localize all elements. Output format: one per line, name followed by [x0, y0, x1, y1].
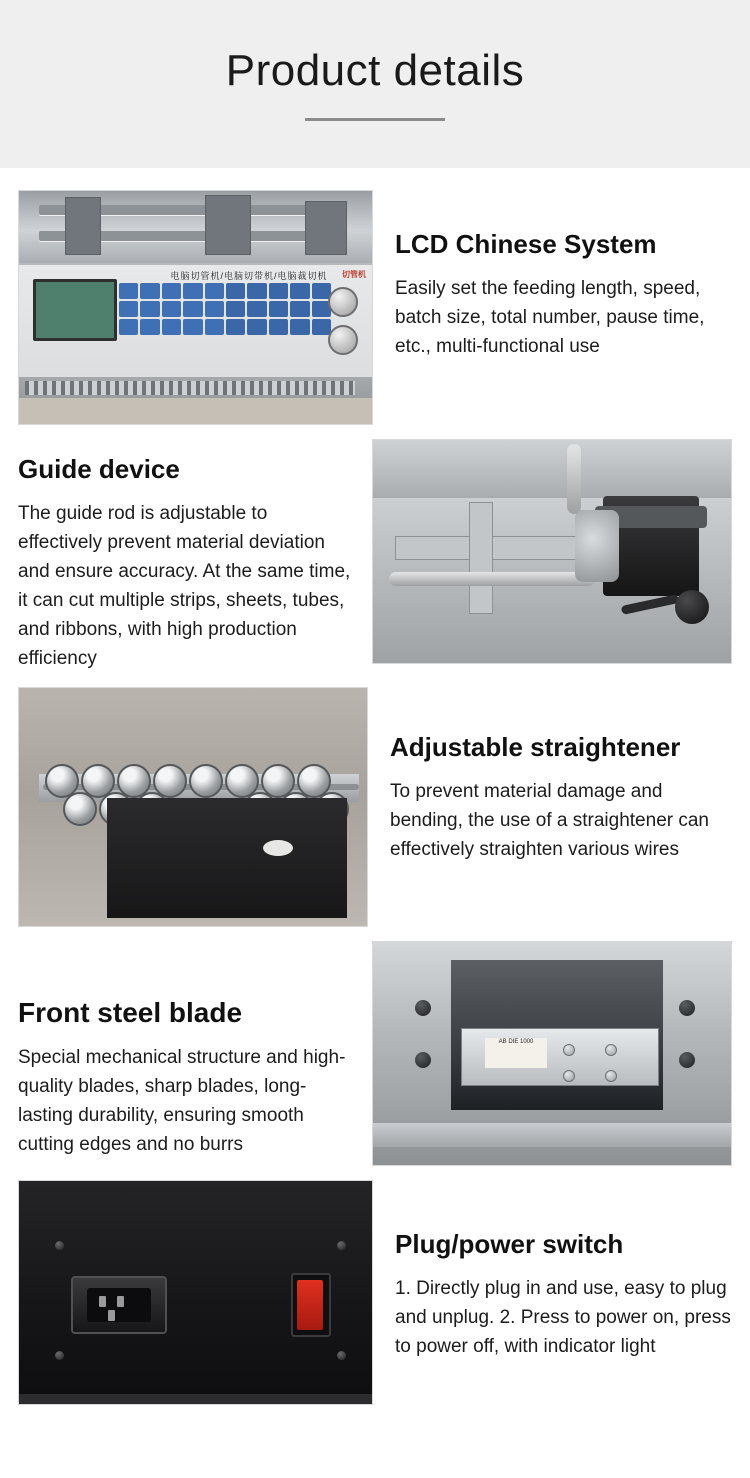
- keypad-key[interactable]: [183, 301, 202, 317]
- machine-body-black: [107, 798, 347, 918]
- guide-bar-vertical: [469, 502, 493, 614]
- bolt: [415, 1000, 431, 1016]
- straightener-section-title: Adjustable straightener: [390, 731, 681, 762]
- bolt: [415, 1052, 431, 1068]
- socket-pin: [108, 1310, 115, 1321]
- keypad-key[interactable]: [183, 319, 202, 335]
- keypad-key[interactable]: [162, 319, 181, 335]
- keypad-key[interactable]: [162, 283, 181, 299]
- screw-hole: [337, 1351, 346, 1360]
- plug-section-title: Plug/power switch: [395, 1228, 624, 1259]
- keypad-key[interactable]: [226, 301, 245, 317]
- page-title: Product details: [225, 46, 525, 96]
- keypad-key[interactable]: [162, 301, 181, 317]
- keypad-key[interactable]: [119, 283, 138, 299]
- blade-text-block: [18, 941, 372, 1159]
- lcd-text-block: [373, 190, 732, 361]
- keypad-key[interactable]: [226, 319, 245, 335]
- roller: [189, 764, 223, 798]
- keypad-key[interactable]: [269, 301, 288, 317]
- straightener-text-block: [368, 687, 732, 864]
- plug-power-photo: [18, 1180, 373, 1405]
- guide-text-block: [18, 439, 372, 673]
- keypad-key[interactable]: [140, 319, 159, 335]
- title-underline-divider: [305, 118, 445, 121]
- bolt: [679, 1052, 695, 1068]
- keypad-key[interactable]: [269, 283, 288, 299]
- screw-hole: [55, 1241, 64, 1250]
- socket-pin: [117, 1296, 124, 1307]
- straightener-photo: [18, 687, 368, 927]
- socket-pin: [99, 1296, 106, 1307]
- rocker-indicator-light: [297, 1280, 323, 1330]
- section-front-steel-blade: [0, 927, 750, 1166]
- screw: [563, 1044, 575, 1056]
- blade-section-title: Front steel blade: [18, 996, 243, 1028]
- guide-section-title: Guide device: [18, 454, 180, 484]
- page-header: [0, 0, 750, 168]
- bracket-right: [305, 201, 347, 255]
- screw-hole: [337, 1241, 346, 1250]
- section-adjustable-straightener: [0, 673, 750, 927]
- straightener-section-body: To prevent material damage and bending, the use of a straightener can effectively straighten various wires: [390, 780, 710, 860]
- feed-comb: [25, 381, 355, 395]
- section-lcd-chinese-system: [0, 168, 750, 425]
- keypad-key[interactable]: [290, 283, 309, 299]
- keypad-key[interactable]: [247, 283, 266, 299]
- roller: [63, 792, 97, 826]
- floor-background: [19, 398, 372, 424]
- guide-rod: [389, 572, 595, 586]
- keypad-key[interactable]: [119, 319, 138, 335]
- power-inlet-socket: [71, 1276, 167, 1334]
- guide-bg-top: [373, 440, 731, 500]
- keypad-key[interactable]: [140, 301, 159, 317]
- blade-section-body: Special mechanical structure and high-quality blades, sharp blades, long-lasting durability, ensuring smooth cutting edges and no burrs: [18, 1047, 346, 1156]
- rotary-knob-lower[interactable]: [328, 325, 358, 355]
- keypad-key[interactable]: [226, 283, 245, 299]
- white-marker: [263, 840, 293, 856]
- keypad-key[interactable]: [140, 283, 159, 299]
- screw: [605, 1070, 617, 1082]
- panel-bottom-edge: [19, 1394, 372, 1404]
- control-panel-photo: [18, 190, 373, 425]
- adjust-knob: [675, 590, 709, 624]
- lcd-section-title: LCD Chinese System: [395, 229, 657, 259]
- section-guide-device: [0, 425, 750, 673]
- panel-chinese-label: 电脑切管机/电脑切带机/电脑裁切机: [170, 271, 328, 281]
- blade-label: AB DIE 1000: [485, 1038, 547, 1068]
- guide-device-photo: [372, 439, 732, 664]
- keypad-key[interactable]: [269, 319, 288, 335]
- bracket-mid: [205, 195, 251, 255]
- keypad-key[interactable]: [247, 319, 266, 335]
- keypad-key[interactable]: [247, 301, 266, 317]
- power-rocker-switch[interactable]: [291, 1273, 331, 1337]
- lcd-section-body: Easily set the feeding length, speed, batch size, total number, pause time, etc., multi-functional use: [395, 277, 705, 357]
- bolt: [679, 1000, 695, 1016]
- keypad-key[interactable]: [119, 301, 138, 317]
- rotary-knob-upper[interactable]: [328, 287, 358, 317]
- plug-text-block: [373, 1180, 732, 1361]
- keypad-key[interactable]: [312, 319, 331, 335]
- guide-section-body: The guide rod is adjustable to effectively prevent material deviation and ensure accuracy. At the same time, it can cut multiple strips, sheets, tubes, and ribbons, with high production efficiency: [18, 502, 351, 669]
- panel-badge: 切管机: [342, 270, 366, 279]
- keypad-key[interactable]: [183, 283, 202, 299]
- screw: [605, 1044, 617, 1056]
- lcd-screen: [33, 279, 117, 341]
- screw-hole: [55, 1351, 64, 1360]
- keypad[interactable]: [119, 283, 331, 335]
- vertical-post: [567, 444, 581, 514]
- keypad-key[interactable]: [205, 319, 224, 335]
- keypad-key[interactable]: [205, 283, 224, 299]
- keypad-key[interactable]: [290, 301, 309, 317]
- keypad-key[interactable]: [205, 301, 224, 317]
- keypad-key[interactable]: [290, 319, 309, 335]
- bracket-left: [65, 197, 101, 255]
- screw: [563, 1070, 575, 1082]
- steel-blade-photo: [372, 941, 732, 1166]
- plug-section-body: 1. Directly plug in and use, easy to plug and unplug. 2. Press to power on, press to power off, with indicator light: [395, 1277, 731, 1357]
- feed-wheel: [575, 510, 619, 582]
- section-plug-power-switch: [0, 1166, 750, 1405]
- blade-shelf: [373, 1123, 731, 1147]
